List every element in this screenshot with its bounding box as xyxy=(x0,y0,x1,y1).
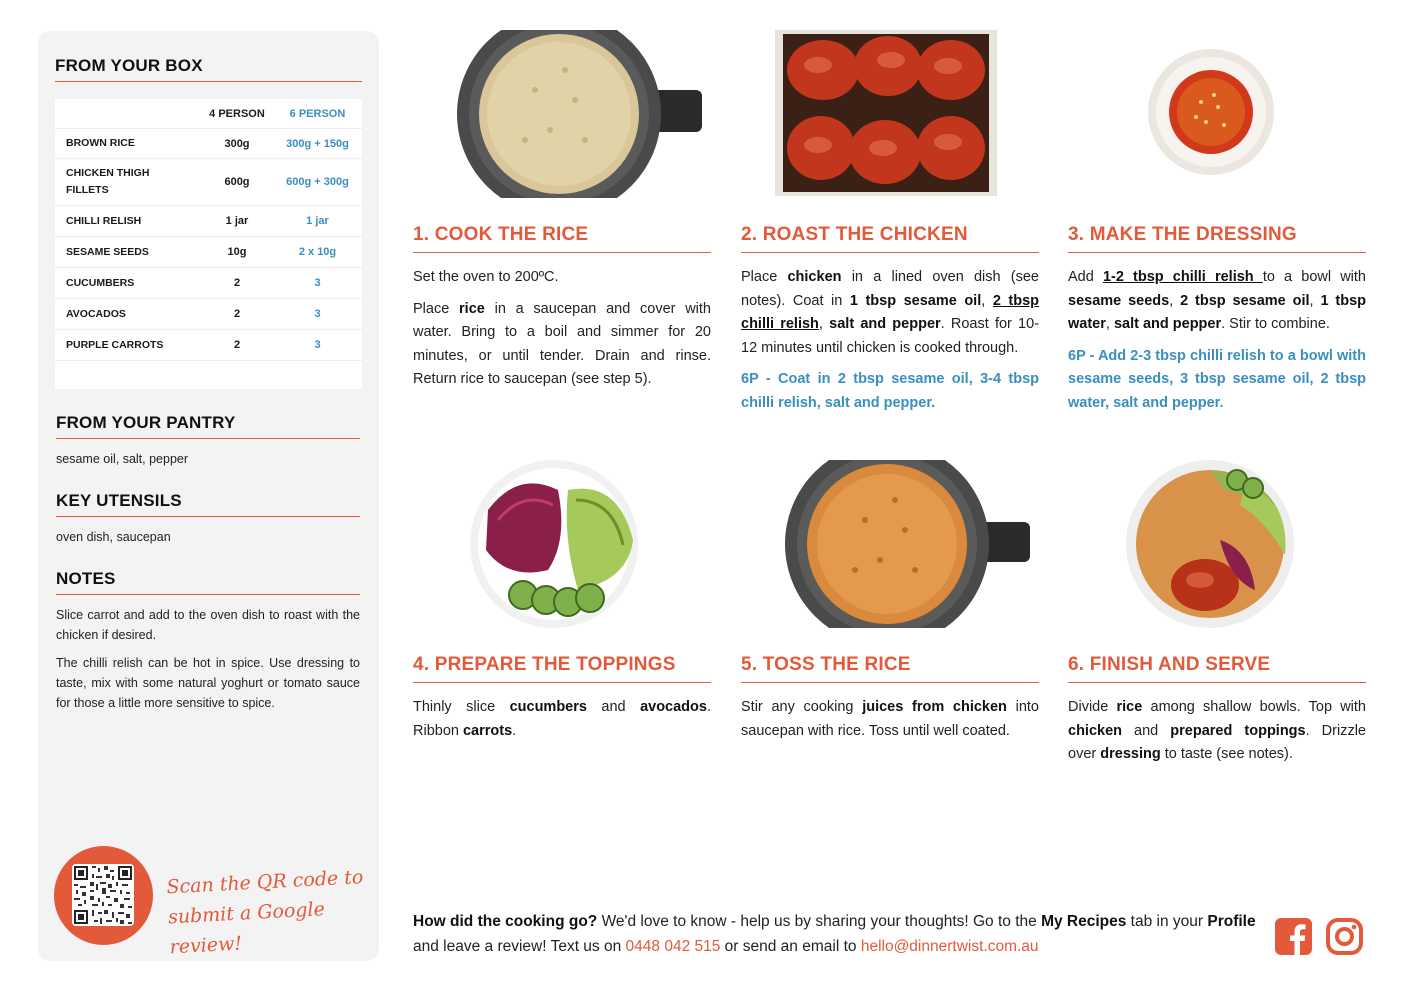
text-span: , xyxy=(818,316,830,332)
step-5 xyxy=(741,654,1039,743)
step-paragraph xyxy=(1068,266,1366,337)
dressing-bowl-image xyxy=(1146,47,1276,177)
toppings-plate-image xyxy=(468,460,640,628)
ingredient-name: CHILLI RELISH xyxy=(66,214,142,227)
text-span: Add xyxy=(1068,269,1103,285)
text-span: We'd love to know - help us by sharing your thoughts! Go to the xyxy=(597,913,1042,930)
ingredient-highlight: cucumbers xyxy=(509,699,587,715)
text-span: and xyxy=(586,699,641,715)
ingredient-highlight: chicken xyxy=(1068,722,1122,739)
text-span: among shallow bowls. Top with xyxy=(1142,699,1366,715)
text-span: , xyxy=(1169,292,1181,309)
footer-question: How did the cooking go? xyxy=(413,913,598,930)
header-6-person: 6 PERSON xyxy=(289,107,346,120)
ingredient-6p: 300g + 150g xyxy=(286,137,349,150)
six-person-note: 6P - Coat in 2 tbsp sesame oil, 3-4 tbsp chilli relish, salt and pepper. xyxy=(741,371,1039,411)
feedback-footer xyxy=(413,909,1263,959)
ingredient-highlight: sesame seeds xyxy=(1068,292,1170,309)
utensils-section xyxy=(56,491,360,547)
table-row xyxy=(55,268,362,299)
ingredients-table xyxy=(55,99,362,389)
qr-code-badge[interactable] xyxy=(54,846,153,945)
text-span: to a bowl with xyxy=(1262,269,1366,285)
qr-caption-line: submit a Google review! xyxy=(167,898,326,959)
phone-link[interactable]: 0448 042 515 xyxy=(625,938,721,955)
facebook-icon[interactable] xyxy=(1275,918,1312,955)
note-paragraph: Slice carrot and add to the oven dish to roast with the chicken if desired. xyxy=(56,608,360,642)
pantry-title: FROM YOUR PANTRY xyxy=(56,413,360,439)
text-span: . Roast for 10-12 minutes until chicken is cooked through. xyxy=(741,316,1040,356)
step-title: 1. COOK THE RICE xyxy=(413,224,711,253)
text-span: Divide xyxy=(1068,699,1117,715)
text-span: Stir any cooking xyxy=(741,699,863,715)
ingredient-6p: 2 x 10g xyxy=(298,246,337,258)
table-row xyxy=(55,129,362,159)
ingredient-highlight: chicken xyxy=(787,269,842,285)
finished-bowl-image xyxy=(1125,460,1295,628)
pantry-section xyxy=(56,413,360,469)
tossed-rice-image xyxy=(785,460,1031,628)
ingredient-highlight: prepared toppings xyxy=(1170,722,1306,739)
my-recipes-link[interactable]: My Recipes xyxy=(1041,913,1127,930)
ingredient-highlight: rice xyxy=(459,300,485,317)
step-paragraph xyxy=(741,696,1039,743)
ingredient-6p: 3 xyxy=(314,308,321,320)
step-paragraph xyxy=(741,266,1039,360)
ingredient-name: SESAME SEEDS xyxy=(66,245,149,258)
ingredient-4p: 600g xyxy=(224,176,250,188)
ingredient-highlight: avocados xyxy=(640,699,707,715)
note-paragraph: The chilli relish can be hot in spice. Use dressing to taste, mix with some natural yoghurt or tomato sauce for those a little more sensitive to spice. xyxy=(56,656,360,710)
step-body xyxy=(1068,696,1366,767)
text-span: in a lined oven dish (see notes). Coat in xyxy=(741,269,1039,309)
sidebar xyxy=(38,31,379,961)
ingredient-name: CUCUMBERS xyxy=(66,276,135,289)
ingredient-name: PURPLE CARROTS xyxy=(66,338,164,351)
table-row xyxy=(55,206,362,237)
text-span: to taste (see notes). xyxy=(1160,746,1293,762)
pantry-text: sesame oil, salt, pepper xyxy=(56,452,189,466)
text-span: Thinly slice xyxy=(413,699,510,715)
ingredient-4p: 2 xyxy=(233,339,241,351)
notes-body xyxy=(56,605,360,713)
profile-link[interactable]: Profile xyxy=(1207,913,1256,930)
ingredient-highlight: rice xyxy=(1116,699,1143,715)
text-span: , xyxy=(1309,292,1321,309)
ingredient-underline: 1-2 tbsp chilli relish xyxy=(1102,269,1263,285)
ingredient-4p: 2 xyxy=(233,308,241,320)
qr-caption-line: Scan the QR code to xyxy=(165,866,364,899)
ingredient-highlight: 1 tbsp water xyxy=(1068,292,1366,332)
table-row xyxy=(55,237,362,268)
table-row xyxy=(55,159,362,206)
text-span: . Ribbon xyxy=(413,699,711,739)
ingredient-highlight: 2 tbsp sesame oil xyxy=(1180,292,1310,309)
step-paragraph: Set the oven to 200ºC. xyxy=(413,269,559,285)
roast-chicken-image xyxy=(773,30,999,198)
ingredient-4p: 300g xyxy=(224,137,250,150)
step-title: 5. TOSS THE RICE xyxy=(741,654,1039,683)
text-span: and leave a review! Text us on xyxy=(413,938,626,955)
step-body xyxy=(1068,266,1366,415)
ingredient-name: AVOCADOS xyxy=(66,307,126,320)
ingredient-underline: 2 tbsp chilli relish xyxy=(741,292,1040,332)
step-body xyxy=(413,696,711,743)
step-body xyxy=(741,266,1039,415)
ingredient-highlight: carrots xyxy=(462,722,513,739)
step-body xyxy=(741,696,1039,743)
ingredient-name: CHICKEN THIGH FILLETS xyxy=(66,167,150,196)
text-span: , xyxy=(1105,316,1114,332)
table-header-row xyxy=(55,99,362,129)
step-paragraph xyxy=(1068,696,1366,767)
step-paragraph xyxy=(413,298,711,392)
qr-code-icon xyxy=(72,864,134,926)
ingredient-highlight: dressing xyxy=(1100,746,1161,762)
ingredient-highlight: 1 tbsp sesame oil xyxy=(849,292,982,309)
step-3 xyxy=(1068,224,1366,415)
text-span: . Stir to combine. xyxy=(1221,316,1330,332)
ingredient-4p: 10g xyxy=(227,246,247,258)
ingredient-highlight: salt and pepper xyxy=(1113,316,1222,332)
text-span: Place xyxy=(413,300,460,317)
ingredient-6p: 3 xyxy=(314,277,321,289)
ingredient-highlight: juices from chicken xyxy=(862,699,1007,715)
ingredient-4p: 1 jar xyxy=(225,215,249,227)
rice-saucepan-image xyxy=(455,30,703,198)
step-title: 6. FINISH AND SERVE xyxy=(1068,654,1366,683)
step-body xyxy=(413,266,711,392)
ingredient-6p: 600g + 300g xyxy=(286,176,349,188)
utensils-title: KEY UTENSILS xyxy=(56,491,360,517)
utensils-text: oven dish, saucepan xyxy=(56,530,171,544)
ingredient-name: BROWN RICE xyxy=(66,137,135,149)
step-title: 3. MAKE THE DRESSING xyxy=(1068,224,1366,253)
text-span: tab in your xyxy=(1126,913,1208,930)
text-span: and xyxy=(1122,722,1171,739)
ingredient-6p: 3 xyxy=(314,339,321,351)
step-6 xyxy=(1068,654,1366,767)
step-title: 2. ROAST THE CHICKEN xyxy=(741,224,1039,253)
from-your-box-title: FROM YOUR BOX xyxy=(55,56,362,82)
notes-section xyxy=(56,569,360,713)
qr-caption xyxy=(166,862,375,963)
text-span: . Drizzle over xyxy=(1068,722,1366,762)
ingredient-4p: 2 xyxy=(233,277,241,289)
step-2 xyxy=(741,224,1039,415)
ingredient-6p: 1 jar xyxy=(306,215,329,227)
text-span: or send an email to xyxy=(720,938,861,955)
notes-title: NOTES xyxy=(56,569,360,595)
step-4 xyxy=(413,654,711,743)
header-4-person: 4 PERSON xyxy=(209,107,265,120)
text-span: in a saucepan and cover with water. Bring to a boil and simmer for 20 minutes, or until tender. Drain and rinse. Return rice to saucepan (see step 5). xyxy=(413,300,711,387)
table-row xyxy=(55,299,362,330)
text-span: Place xyxy=(741,269,788,285)
ingredient-highlight: salt and pepper xyxy=(829,316,941,332)
instagram-icon[interactable] xyxy=(1326,918,1363,955)
step-1 xyxy=(413,224,711,392)
step-paragraph xyxy=(413,696,711,743)
text-span: into saucepan with rice. Toss until well coated. xyxy=(741,699,1039,739)
step-title: 4. PREPARE THE TOPPINGS xyxy=(413,654,711,683)
from-your-box-section xyxy=(55,56,362,389)
text-span: . xyxy=(512,722,517,739)
email-link[interactable]: hello@dinnertwist.com.au xyxy=(860,938,1039,955)
text-span: , xyxy=(981,292,993,309)
table-row xyxy=(55,330,362,361)
six-person-note: 6P - Add 2-3 tbsp chilli relish to a bowl with sesame seeds, 3 tbsp sesame oil, 2 tbsp water, salt and pepper. xyxy=(1068,347,1366,411)
